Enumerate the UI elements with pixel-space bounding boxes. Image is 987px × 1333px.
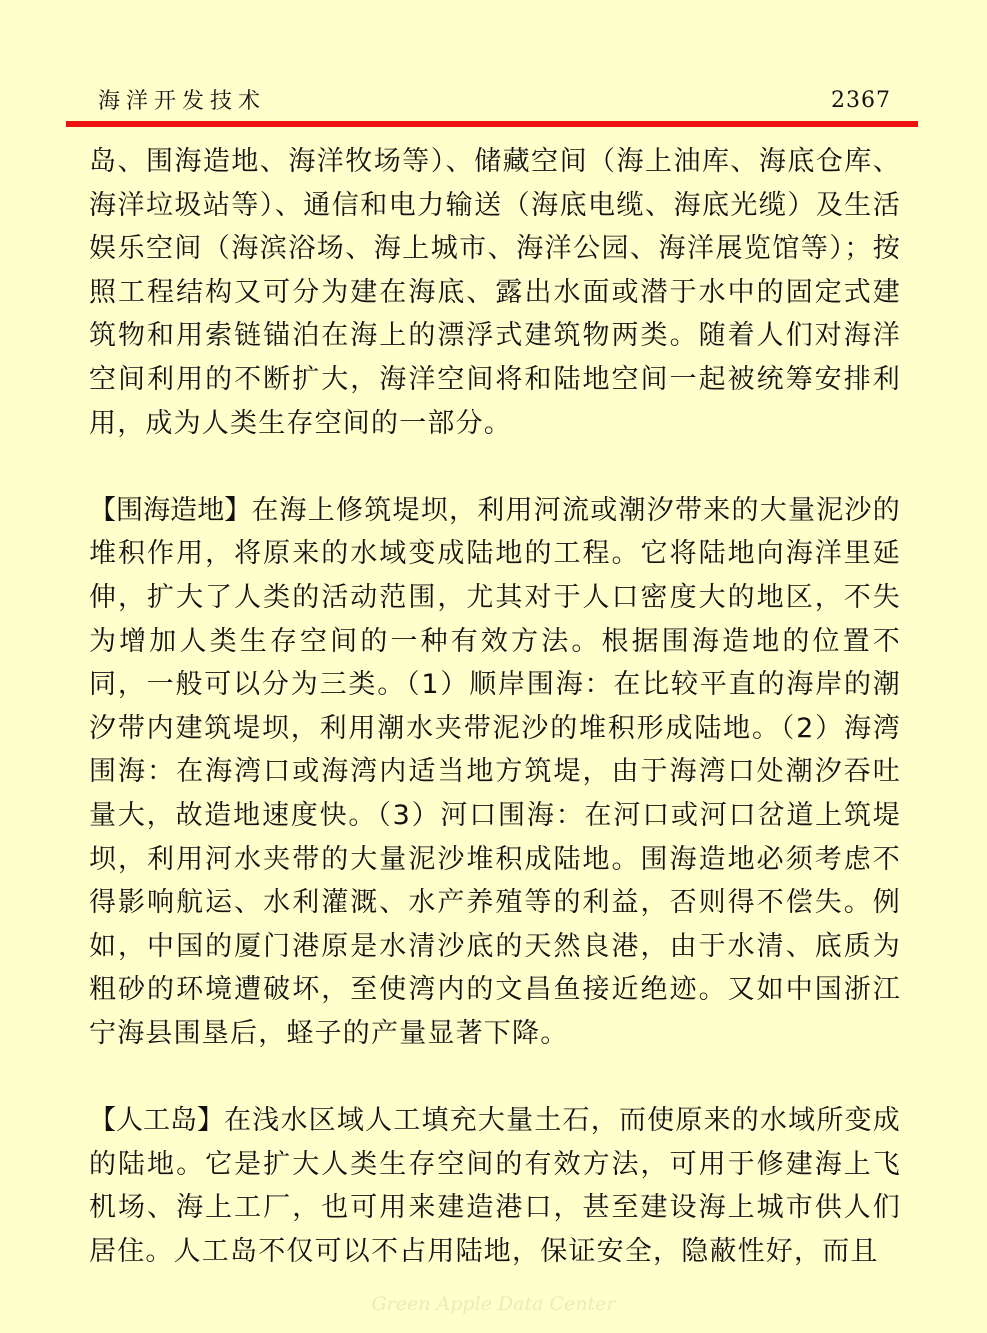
body-text: [89, 140, 901, 1273]
paragraph-text: 在海上修筑堤坝，利用河流或潮汐带来的大量泥沙的堆积作用，将原来的水域变成陆地的工程。它将陆地向海洋里延伸，扩大了人类的活动范围，尤其对于人口密度大的地区，不失为增加人类生存空间的一种有效方法。根据围海造地的位置不同，一般可以分为三类。（1）顺岸围海：在比较平直的海岸的潮汐带内建筑堤坝，利用潮水夹带泥沙的堆积形成陆地。（2）海湾围海：在海湾口或海湾内适当地方筑堤，由于海湾口处潮汐吞吐量大，故造地速度快。（3）河口围海：在河口或河口岔道上筑堤坝，利用河水夹带的大量泥沙堆积成陆地。围海造地必须考虑不得影响航运、水利灌溉、水产养殖等的利益，否则得不偿失。例如，中国的厦门港原是水清沙底的天然良港，由于水清、底质为粗砂的环境遭破坏，至使湾内的文昌鱼接近绝迹。又如中国浙江宁海县围垦后，蛏子的产量显著下降。: [89, 494, 902, 1049]
header-rule: [66, 121, 918, 127]
watermark: Green Apple Data Center: [371, 1293, 616, 1315]
running-title: 海洋开发技术: [98, 89, 267, 114]
entry-term: 【围海造地】: [89, 494, 252, 526]
paragraph-continuation: [89, 140, 901, 445]
page-number: 2367: [831, 88, 891, 113]
paragraph-land-reclamation: [89, 489, 901, 1056]
paragraph-text: 岛、围海造地、海洋牧场等）、储藏空间（海上油库、海底仓库、海洋垃圾站等）、通信和电力输送（海底电缆、海底光缆）及生活娱乐空间（海滨浴场、海上城市、海洋公园、海洋展览馆等）；按照工程结构又可分为建在海底、露出水面或潜于水中的固定式建筑物和用索链锚泊在海上的漂浮式建筑物两类。随着人们对海洋空间利用的不断扩大，海洋空间将和陆地空间一起被统筹安排利用，成为人类生存空间的一部分。: [89, 146, 901, 439]
entry-term: 【人工岛】: [89, 1105, 225, 1137]
paragraph-text: 在浅水区域人工填充大量土石，而使原来的水域所变成的陆地。它是扩大人类生存空间的有效方法，可用于修建海上飞机场、海上工厂，也可用来建造港口，甚至建设海上城市供人们居住。人工岛不仅可以不占用陆地，保证安全，隐蔽性好，而且: [89, 1105, 901, 1267]
paragraph-artificial-island: [89, 1099, 901, 1273]
